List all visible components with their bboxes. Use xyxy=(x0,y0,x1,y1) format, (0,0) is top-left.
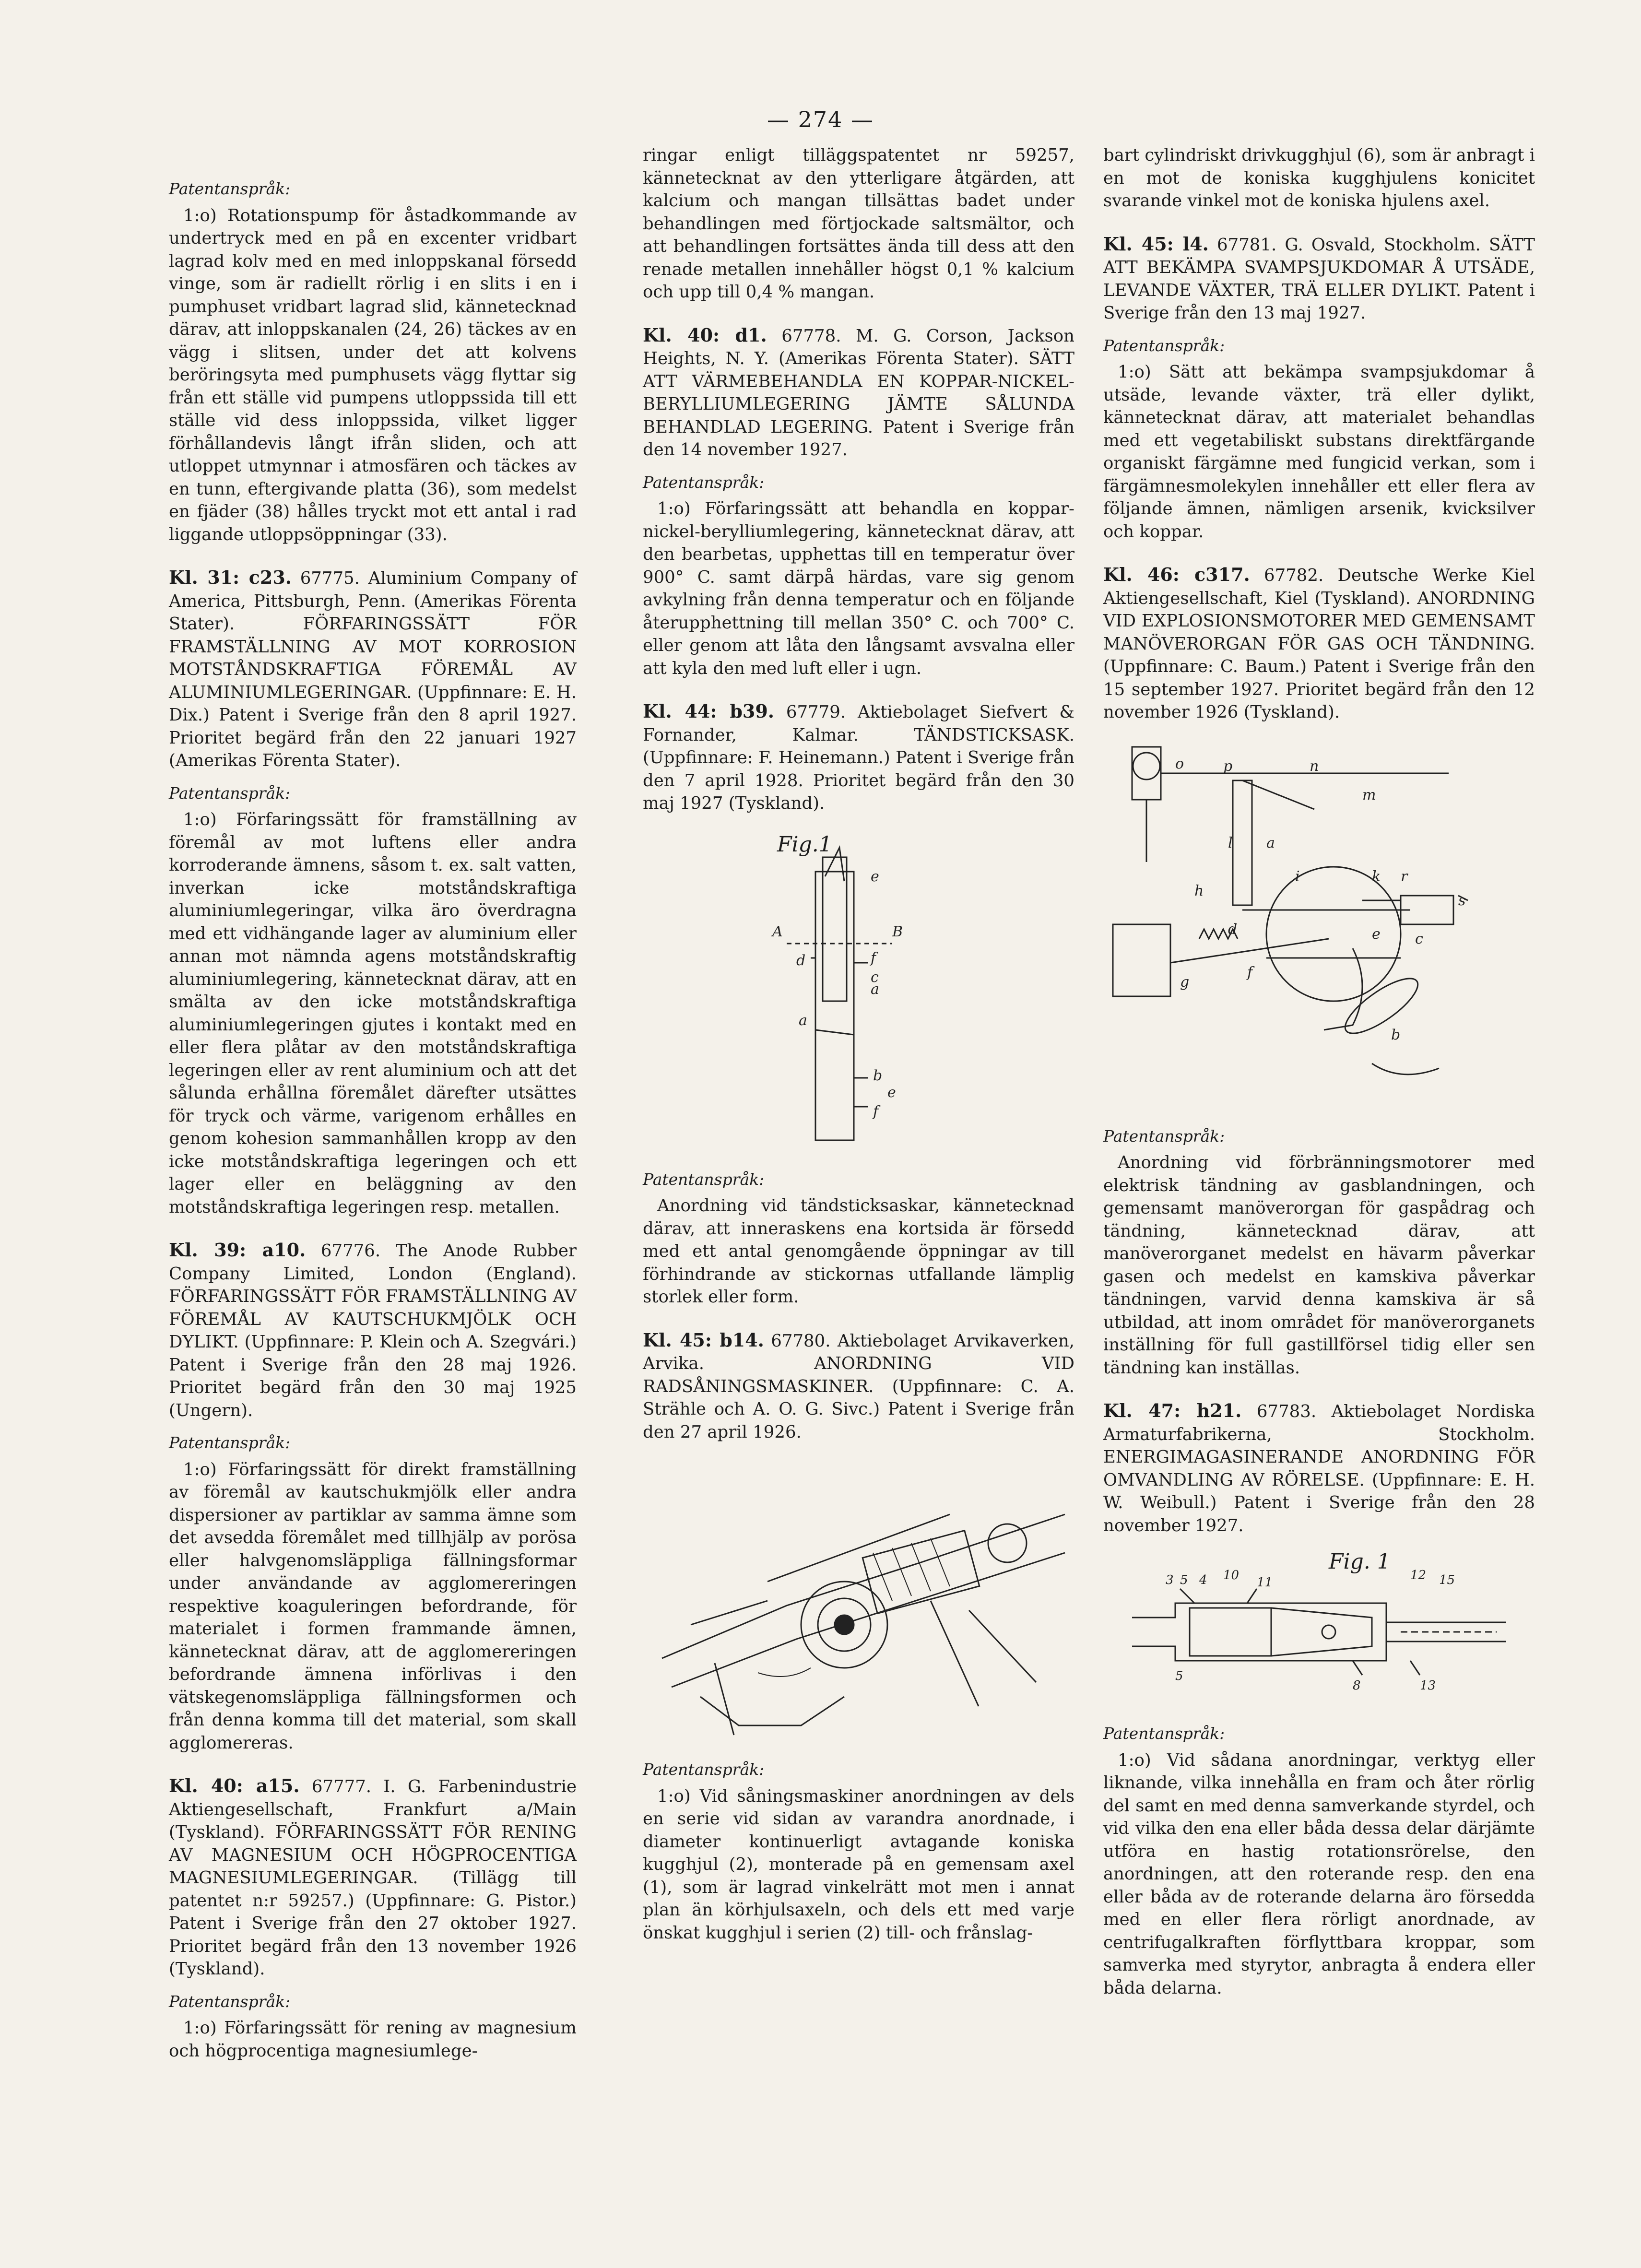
patent-entry xyxy=(643,324,1074,461)
patent-entry xyxy=(643,700,1074,815)
svg-text:m: m xyxy=(1362,786,1376,803)
column-1 xyxy=(169,177,577,2062)
claim-text: 1:o) Förfaringssätt att behandla en koppar-nickel-berylliumlegering, kännetecknat därav, att den bearbetas, upphettas till en temperatur över 900° C. samt därpå härdas, vare sig genom avkylning från denna temperatur och en följande återupphettning till mellan 350° C. och 700° C. eller genom att låta den långsamt avsvalna eller att kyla den med luft eller i ugn. xyxy=(643,499,1074,678)
patent-entry xyxy=(1103,1399,1535,1537)
seeding-machine-figure xyxy=(643,1457,1074,1745)
figure-label: Fig. 1 xyxy=(1329,1549,1391,1574)
claim-text: 1:o) Vid såningsmaskiner anordningen av dels en serie vid sidan av varandra anordnade, i diameter kontinuerligt avtagande koniska kugghjul (2), monterade på en gemensam axel (1), som är lagrad vinkelrätt mot men i annat plan än körhjulsaxeln, och dels ett med varje önskat kugghjul i serien (2) till- och frånslag- xyxy=(643,1786,1074,1943)
entry-body: 67776. The Anode Rubber Company Limited, London (England). FÖRFARINGSSÄTT FÖR FRAMSTÄLLNING AV FÖREMÅL AV KAUTSCHUKMJÖLK OCH DYLIKT. (Uppfinnare: P. Klein och A. Szegvári.) Patent i Sverige från den 28 maj 1926. Prioritet begärd från den 30 maj 1925 (Ungern). xyxy=(169,1241,577,1420)
patent-entry xyxy=(169,566,577,772)
svg-text:b: b xyxy=(873,1067,883,1084)
svg-text:n: n xyxy=(1310,757,1319,775)
entry-body: 67779. Aktiebolaget Siefvert & Fornander, Kalmar. TÄNDSTICKSASK. (Uppfinnare: F. Heinemann.) Patent i Sverige från den 7 april 1928. Prioritet begärd från den 30 maj 1927 (Tyskland). xyxy=(643,702,1074,813)
svg-text:d: d xyxy=(796,952,806,969)
column-2 xyxy=(643,144,1074,1944)
svg-text:s: s xyxy=(1458,892,1466,909)
claim-text: 1:o) Förfaringssätt för framställning av föremål av mot luftens eller andra korroderande ämnens, såsom t. ex. salt vatten, inverkan icke motståndskraftiga aluminiumlegeringar, vilka äro överdragna med ett vidhängande lager av aluminium eller annan mot nämnda agens motståndskraftig aluminiumlegering, kännetecknat därav, att en smälta av den icke motståndskraftiga aluminiumlegeringen gjutes i kontakt med en eller flera plåtar av den motståndskraftiga legeringen eller av rent aluminium och att det sålunda erhållna föremålet därefter utsättes för tryck och värme, varigenom erhålles en genom kohesion sammanhållen kropp av den icke motståndskraftiga legeringen och ett lager eller en beläggning av den motståndskraftiga legeringen resp. metallen. xyxy=(169,810,577,1217)
seeding-machine-drawing xyxy=(643,1457,1074,1745)
svg-text:d: d xyxy=(1228,921,1238,938)
svg-text:i: i xyxy=(1295,868,1300,885)
entry-body: 67783. Aktiebolaget Nordiska Armaturfabrikerna, Stockholm. ENERGIMAGASINERANDE ANORDNING FÖR OMVANDLING AV RÖRELSE. (Uppfinnare: E. H. W. Weibull.) Patent i Sverige från den 28 november 1927. xyxy=(1103,1402,1535,1536)
claims-label: Patentanspråk: xyxy=(643,1169,765,1189)
svg-text:15: 15 xyxy=(1439,1573,1455,1587)
svg-text:e: e xyxy=(871,868,879,885)
energy-storage-figure xyxy=(1103,1550,1535,1709)
svg-text:4: 4 xyxy=(1199,1573,1207,1587)
claim-text: 1:o) Förfaringssätt för rening av magnesium och högprocentiga magnesiumlege- xyxy=(169,2018,577,2061)
svg-text:8: 8 xyxy=(1353,1678,1361,1693)
svg-text:c: c xyxy=(871,969,879,986)
class-heading: Kl. 44: b39. xyxy=(643,700,774,722)
class-heading: Kl. 45: l4. xyxy=(1103,233,1209,255)
patent-entry xyxy=(1103,233,1535,325)
svg-text:12: 12 xyxy=(1410,1568,1427,1583)
class-heading: Kl. 47: h21. xyxy=(1103,1400,1242,1421)
svg-text:11: 11 xyxy=(1257,1575,1273,1590)
engine-control-drawing xyxy=(1103,737,1535,1111)
claims-label: Patentanspråk: xyxy=(643,1760,765,1779)
svg-text:e: e xyxy=(887,1084,896,1101)
class-heading: Kl. 45: b14. xyxy=(643,1329,764,1351)
svg-text:13: 13 xyxy=(1420,1678,1436,1693)
svg-text:c: c xyxy=(1415,930,1423,947)
svg-text:p: p xyxy=(1223,757,1233,775)
class-heading: Kl. 31: c23. xyxy=(169,567,292,588)
svg-text:5: 5 xyxy=(1175,1669,1183,1683)
svg-text:B: B xyxy=(892,923,903,940)
entry-body: 67777. I. G. Farbenindustrie Aktiengesellschaft, Frankfurt a/Main (Tyskland). FÖRFARINGSSÄTT FÖR RENING AV MAGNESIUM OCH HÖGPROCENTIGA MAGNESIUMLEGERINGAR. (Tillägg till patentet n:r 59257.) (Uppfinnare: G. Pistor.) Patent i Sverige från den 27 oktober 1927. Prioritet begärd från den 13 november 1926 (Tyskland). xyxy=(169,1777,577,1979)
svg-text:A: A xyxy=(772,923,783,940)
claim-text: Anordning vid förbränningsmotorer med elektrisk tändning av gasblandningen, och gemensamt manöverorgan för gaspådrag och tändning, kännetecknad därav, att manöverorganet medelst en hävarm påverkar gasen och medelst en kamskiva påverkar tändningen, varvid denna kamskiva är så utbildad, att inom området för manöverorganets inställning för full gastillförsel tidig eller sen tändning kan inställas. xyxy=(1103,1153,1535,1378)
class-heading: Kl. 40: a15. xyxy=(169,1775,300,1796)
claims-label: Patentanspråk: xyxy=(1103,1724,1225,1743)
svg-text:a: a xyxy=(799,1012,807,1029)
claims-label: Patentanspråk: xyxy=(643,472,765,492)
svg-text:g: g xyxy=(1180,973,1190,991)
claim-text: 1:o) Vid sådana anordningar, verktyg eller liknande, vilka innehålla en fram och åter rörlig del samt en med denna samverkande styrdel, och vid vilka den ena eller båda dessa delar därjämte utföra en hastig rotationsrörelse, den anordningen, att den roterande resp. den ena eller båda av de roterande delarna äro försedda med en eller flera rörligt anordnade, av centrifugalkraften förflyttbara kroppar, som samverka med styrytor, anbragta å endera eller båda delarna. xyxy=(1103,1750,1535,1998)
svg-text:f: f xyxy=(873,1103,879,1120)
column-3 xyxy=(1103,144,1535,1999)
svg-text:f: f xyxy=(1247,964,1253,981)
entry-body: 67775. Aluminium Company of America, Pittsburgh, Penn. (Amerikas Förenta Stater). FÖRFARINGSSÄTT FÖR FRAMSTÄLLNING AV MOT KORROSION MOTSTÅNDSKRAFTIGA FÖREMÅL AV ALUMINIUMLEGERINGAR. (Uppfinnare: E. H. Dix.) Patent i Sverige från den 8 april 1927. Prioritet begärd från den 22 januari 1927 (Amerikas Förenta Stater). xyxy=(169,568,577,770)
svg-text:a: a xyxy=(1266,834,1275,851)
svg-text:b: b xyxy=(1391,1026,1401,1043)
continued-text: ringar enligt tilläggspatentet nr 59257, kännetecknat av den ytterligare åtgärden, att kalcium och mangan tillsättas badet under behandlingen med förtjockade saltsmältor, och att behandlingen fortsättes ända till dess att den renade metallen innehåller högst 0,1 % kalcium och upp till 0,4 % mangan. xyxy=(643,145,1074,302)
class-heading: Kl. 40: d1. xyxy=(643,324,767,346)
claims-label: Patentanspråk: xyxy=(169,1992,291,2011)
patent-entry xyxy=(1103,563,1535,724)
claims-label: Patentanspråk: xyxy=(1103,1126,1225,1146)
page-number: — 274 — xyxy=(767,106,874,132)
patent-entry xyxy=(169,1774,577,1981)
svg-text:e: e xyxy=(1372,925,1381,943)
energy-storage-drawing xyxy=(1103,1550,1535,1709)
engine-control-figure xyxy=(1103,737,1535,1111)
continued-text: bart cylindriskt drivkugghjul (6), som är anbragt i en mot de koniska kugghjulens konicitet svarande vinkel mot de koniska hjulens axel. xyxy=(1103,145,1535,211)
entry-body: 67782. Deutsche Werke Kiel Aktiengesellschaft, Kiel (Tyskland). ANORDNING VID EXPLOSIONSMOTORER MED GEMENSAMT MANÖVERORGAN FÖR GAS OCH TÄNDNING. (Uppfinnare: C. Baum.) Patent i Sverige från den 15 september 1927. Prioritet begärd från den 12 november 1926 (Tyskland). xyxy=(1103,566,1535,722)
matchbox-drawing xyxy=(643,828,1074,1155)
svg-text:l: l xyxy=(1228,834,1233,851)
svg-text:a: a xyxy=(871,980,879,998)
claims-label: Patentanspråk: xyxy=(169,179,291,198)
class-heading: Kl. 46: c317. xyxy=(1103,564,1250,585)
entry-body: 67778. M. G. Corson, Jackson Heights, N. Y. (Amerikas Förenta Stater). SÄTT ATT VÄRMEBEHANDLA EN KOPPAR-NICKEL-BERYLLIUMLEGERING JÄMTE SÅLUNDA BEHANDLAD LEGERING. Patent i Sverige från den 14 november 1927. xyxy=(643,326,1074,460)
svg-text:k: k xyxy=(1372,868,1381,885)
patent-entry xyxy=(169,1239,577,1422)
claims-label: Patentanspråk: xyxy=(169,1433,291,1452)
claim-text: 1:o) Förfaringssätt för direkt framställning av föremål av kautschukmjölk eller andra dispersioner av partiklar av samma ämne som det avsedda föremålet med tillhjälp av porösa eller halvgenomsläppliga fällningsformar under användande av agglomereringen respektive koaguleringen befordrande, för materialet i formen frammande ämnen, kännetecknat därav, att de agglomereringen befordrande ämnena införlivas i den vätskegenomsläppliga fällningsformen och från denna komma till det material, som skall agglomereras. xyxy=(169,1459,577,1753)
svg-text:o: o xyxy=(1175,755,1184,772)
claim-text: 1:o) Rotationspump för åstadkommande av undertryck med en på en excenter vridbart lagrad kolv med en med inloppskanal försedd vinge, som är radiellt rörlig i en slits i en i pumphuset vridbart lagrad slid, kännetecknad därav, att inloppskanalen (24, 26) täckes av en vägg i slitsen, under det att kolvens beröringsyta med pumphusets vägg flyttar sig från ett ställe vid pumpens utloppssida till ett ställe vid dess inloppssida, vilket ligger förhållandevis långt ifrån sliden, och att utloppet utmynnar i atmosfären och täckes av en tunn, eftergivande platta (36), som medelst en fjäder (38) hålles tryckt mot ett antal i rad liggande utloppsöppningar (33). xyxy=(169,205,577,544)
patent-entry xyxy=(643,1329,1074,1444)
entry-body: 67781. G. Osvald, Stockholm. SÄTT ATT BEKÄMPA SVAMPSJUKDOMAR Å UTSÄDE, LEVANDE VÄXTER, TRÄ ELLER DYLIKT. Patent i Sverige från den 13 maj 1927. xyxy=(1103,235,1535,323)
entry-body: 67780. Aktiebolaget Arvikaverken, Arvika. ANORDNING VID RADSÅNINGSMASKINER. (Uppfinnare: C. A. Strähle och A. O. G. Sivc.) Patent i Sverige från den 27 april 1926. xyxy=(643,1331,1074,1442)
svg-text:5: 5 xyxy=(1180,1573,1188,1587)
svg-text:r: r xyxy=(1401,868,1408,885)
figure-label: Fig.1 xyxy=(777,832,832,857)
claims-label: Patentanspråk: xyxy=(1103,336,1225,355)
claim-text: Anordning vid tändsticksaskar, kännetecknad därav, att inneraskens ena kortsida är försedd med ett antal genomgående öppningar av till förhindrande av stickornas utfallande lämplig storlek eller form. xyxy=(643,1196,1074,1307)
svg-text:f: f xyxy=(871,949,876,967)
svg-text:3: 3 xyxy=(1166,1573,1174,1587)
svg-text:10: 10 xyxy=(1223,1568,1240,1583)
svg-text:h: h xyxy=(1194,882,1204,899)
claims-label: Patentanspråk: xyxy=(169,783,291,803)
claim-text: 1:o) Sätt att bekämpa svampsjukdomar å utsäde, levande växter, trä eller dylikt, kännetecknat därav, att materialet behandlas med ett vegetabiliskt substans direktfärgande organiskt färgämne med fungicid verkan, som i färgämnesmolekylen innehåller ett eller flera av följande ämnen, nämligen arsenik, kvicksilver och koppar. xyxy=(1103,362,1535,542)
class-heading: Kl. 39: a10. xyxy=(169,1239,306,1261)
matchbox-figure xyxy=(643,828,1074,1155)
